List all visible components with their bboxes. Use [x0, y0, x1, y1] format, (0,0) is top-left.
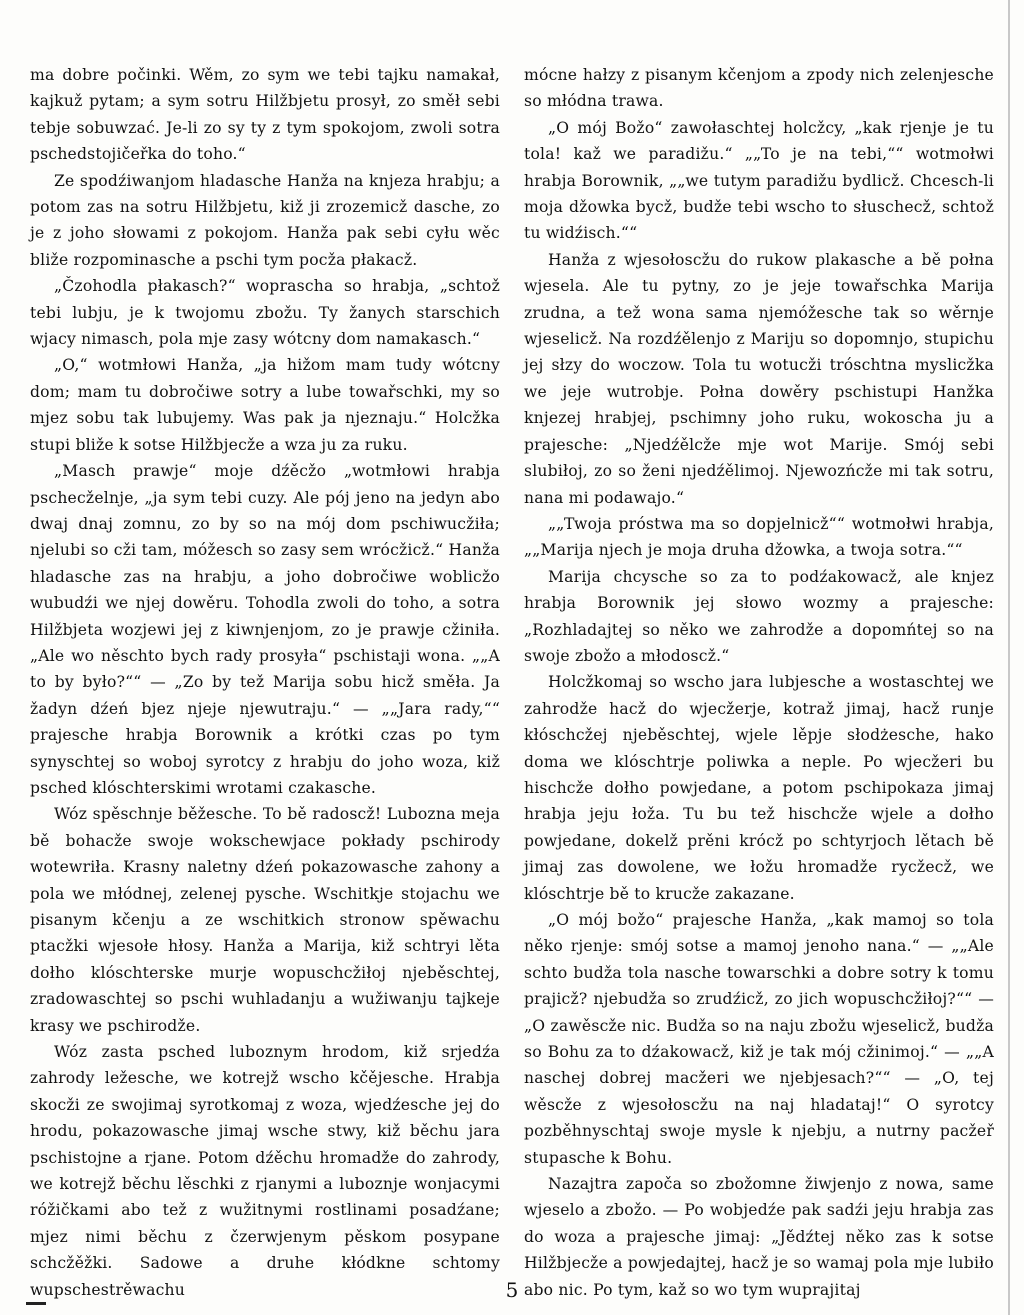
right-paragraph: „„Twoja próstwa ma so dopjelnicž““ wotmołwi hrabja, „„Marija njech je moja druha džowka, a twoja sotra.““ — [524, 514, 994, 560]
right-paragraph: mócne hałzy z pisanym kčenjom a zpody nich zelenjesche so młódna trawa. — [524, 66, 994, 111]
right-column — [524, 62, 994, 1303]
right-paragraph: Holcžkomaj so wscho jara lubjesche a wostaschtej we zahrodže hacž do wjecžerje, kotraž jimaj, hacž runje kłóschcžej njeběschtej, wjele lěpje słodżesche, hako doma we klóschtrje poliwka a neple. Po wjecžeri bu hischcže dołho powjedane, a potom pschipokaza jimaj hrabja jeju łožа. Tu bu tež hischcže wjele a dołho powjedane, dokelž prěni krócž po schtyrjoch lětach bě jimaj zas dowolene, we łožu hromadže rycžecž, we klóschtrje bě to krucže zakazane. — [524, 673, 994, 903]
right-paragraph: Marija chcysche so za to podźakowacž, ale knjez hrabja Borownik jej słowo wozmy a prajesche: „Rozhladajtej so něko we zahrodže a dopomńtej so na swoje zbožo a młodoscž.“ — [524, 567, 994, 665]
right-paragraph: „O mój božo“ prajesche Hanža, „kak mamoj so tola něko rjenje: smój sotse a mamoj jenoho nana.“ — „„Ale schto budža tola nasche towarschki a dobre sotry k tomu prajicž? njebudža so zrudźicž, zo jich wopuschcžiłoj?““ — „O zawěscže nic. Budža so na naju zbožu wjeselicž, budža so Bohu za to dźakowacž, kiž je tak mój cžinimoj.“ — „„A naschej dobrej macžeri we njebjesach?““ — „O, tej wěscže z wjesołoscžu na naj hladataj!“ O syrotcy pozběhnyschtaj swoje mysle k njebju, a nutrny pacžeř stupasche k Bohu. — [524, 911, 994, 1167]
right-paragraph: Nazajtra započa so zbožomne žiwjenjo z nowa, same wjeselo a zbožo. — Po wobjedźe pak sadźi jeju hrabja zas do woza a prajesche jimaj: „Jědźtej něko zas k sotse Hilžbjecže a powjedajtej, hacž je so wamaj pola mje lubiło abo nic. Po tym, kaž so wo tym wuprajitaj — [524, 1175, 994, 1299]
left-paragraph: Wóz zasta psched luboznym hrodom, kiž srjedźa zahrody ležesche, we kotrejž wscho kčějesche. Hrabja skocži ze swojimaj syrotkomaj z woza, wjedźesche jej do hrodu, pokazowasche jimaj wsche stwy, kiž běchu jara pschistojne a rjane. Potom dźěchu hromadže do zahrody, we kotrejž běchu lěschki z rjanymi a luboznje wonjacymi róžičkami abo tež z wužitnymi rostlinami posadźane; mjez nimi běchu z čzerwjenym pěskom posypane schcžěžki. Sadowe a druhe kłódkne schtomy wupschestrěwachu — [30, 1043, 500, 1299]
left-paragraph: ma dobre počinki. Wěm, zo sym we tebi tajku namakał, kajkuž pytam; a sym sotru Hilžbjetu prosył, zo směł sebi tebje sobuwzać. Je-li zo sy ty z tym spokojom, zwoli sotra pschedstojičeřka do toho.“ — [30, 66, 500, 164]
left-paragraph: „Masch prawje“ moje dźěcžo „wotmłowi hrabja pschecželnje, „ja sym tebi cuzy. Ale pój jeno na jedyn abo dwaj dnaj zomnu, zo by so na mój dom pschiwucžiła; njelubi so cži tam, móžesch so zasy sem wrócžicž.“ Hanža hladasche zas na hrabju, a joho dobročiwe woblicžo wubudźi we njej dowěru. Tohodla zwoli do toho, a sotra Hilžbjeta wozjewi jej z kiwnjenjom, zo je prawje cžiniła. „Ale wo něschto bych rady prosyła“ pschistaji wona. „„A to by było?““ — „Zo by tež Marija sobu hicž směła. Ja žadyn dźeń bjez njeje njewutraju.“ — „„Jara rady,““ prajesche hrabja Borownik a krótki czas po tym synyschtej so woboj syrotcy z hrabju do joho woza, kiž psched klóschterskimi wrotami czakasche. — [30, 462, 500, 797]
print-mark — [26, 1302, 46, 1305]
left-paragraph: Ze spodźiwanjom hladasche Hanža na knjeza hrabju; a potom zas na sotru Hilžbjetu, kiž ji zrozemicž dasche, zo je z joho słowami z pokojom. Hanža pak sebi cyłu wěc bliže rozpominasche a pschi tym pocža płakacž. — [30, 171, 500, 269]
page-number: 5 — [505, 1278, 519, 1302]
left-paragraph: „O,“ wotmłowi Hanža, „ja hižom mam tudy wótcny dom; mam tu dobročiwe sotry a lube towařschki, my so mjez sobu tak lubujemy. Was pak ja njeznaju.“ Holcžka stupi bliže k sotse Hilžbjecže a wza ju za ruku. — [30, 356, 500, 454]
left-column — [30, 62, 500, 1303]
right-paragraph: Hanža z wjesołoscžu do rukow plakasche a bě połna wjesela. Ale tu pytny, zo je jeje towařschka Marija zrudna, a tež wona sama njemóžesche tak so wěrnje wjeselicž. Na rozdźělenjo z Mariju so dopomnjo, stupichu jej słzy do woczow. Tola tu wotucži tróschtna myslicžka we jeje wutrobje. Połna dowěry pschistupi Hanžka knjezej hrabjej, pschimny joho ruku, wokoscha ju a prajesche: „Njedźělcže mje wot Marije. Smój sebi slubiłoj, zo so ženi njedźělimoj. Njewozńcže mi tak sotru, nana mi podawajo.“ — [524, 250, 994, 507]
page-edge-rule — [1008, 0, 1010, 1315]
left-paragraph: Wóz spěschnje běžesche. To bě radoscž! Lubozna meja bě bohacže swoje wokschewjace pokłady pschirody wotewriła. Krasny naletny dźeń pokazowasche zahony a pola we młódnej, zelenej pysche. Wschitkje stojachu we pisanym kčenju a ze wschitkich stronow spěwachu ptacžki wjesołe hłosy. Hanža a Marija, kiž schtryi lěta dołho klóschterske murje wopuschcžiłoj njeběschtej, zradowaschtej so pschi wuhladanju a wužiwanju tajkeje krasy we pschirodže. — [30, 805, 500, 1035]
left-paragraph: „Čzohodla płakasch?“ woprascha so hrabja, „schtož tebi lubju, je k twojomu zbožu. Ty žanych starschich wjacy nimasch, pola mje zasy wótcny dom namakasch.“ — [30, 277, 500, 349]
right-paragraph: „O mój Božo“ zawołaschtej holcžcy, „kak rjenje je tu tola! kaž we paradižu.“ „„To je na tebi,““ wotmołwi hrabja Borownik, „„we tutym paradižu bydlicž. Chcesch-li moja džowka bycž, budže tebi wscho to słuschecž, schtož tu widźisch.““ — [524, 118, 994, 243]
